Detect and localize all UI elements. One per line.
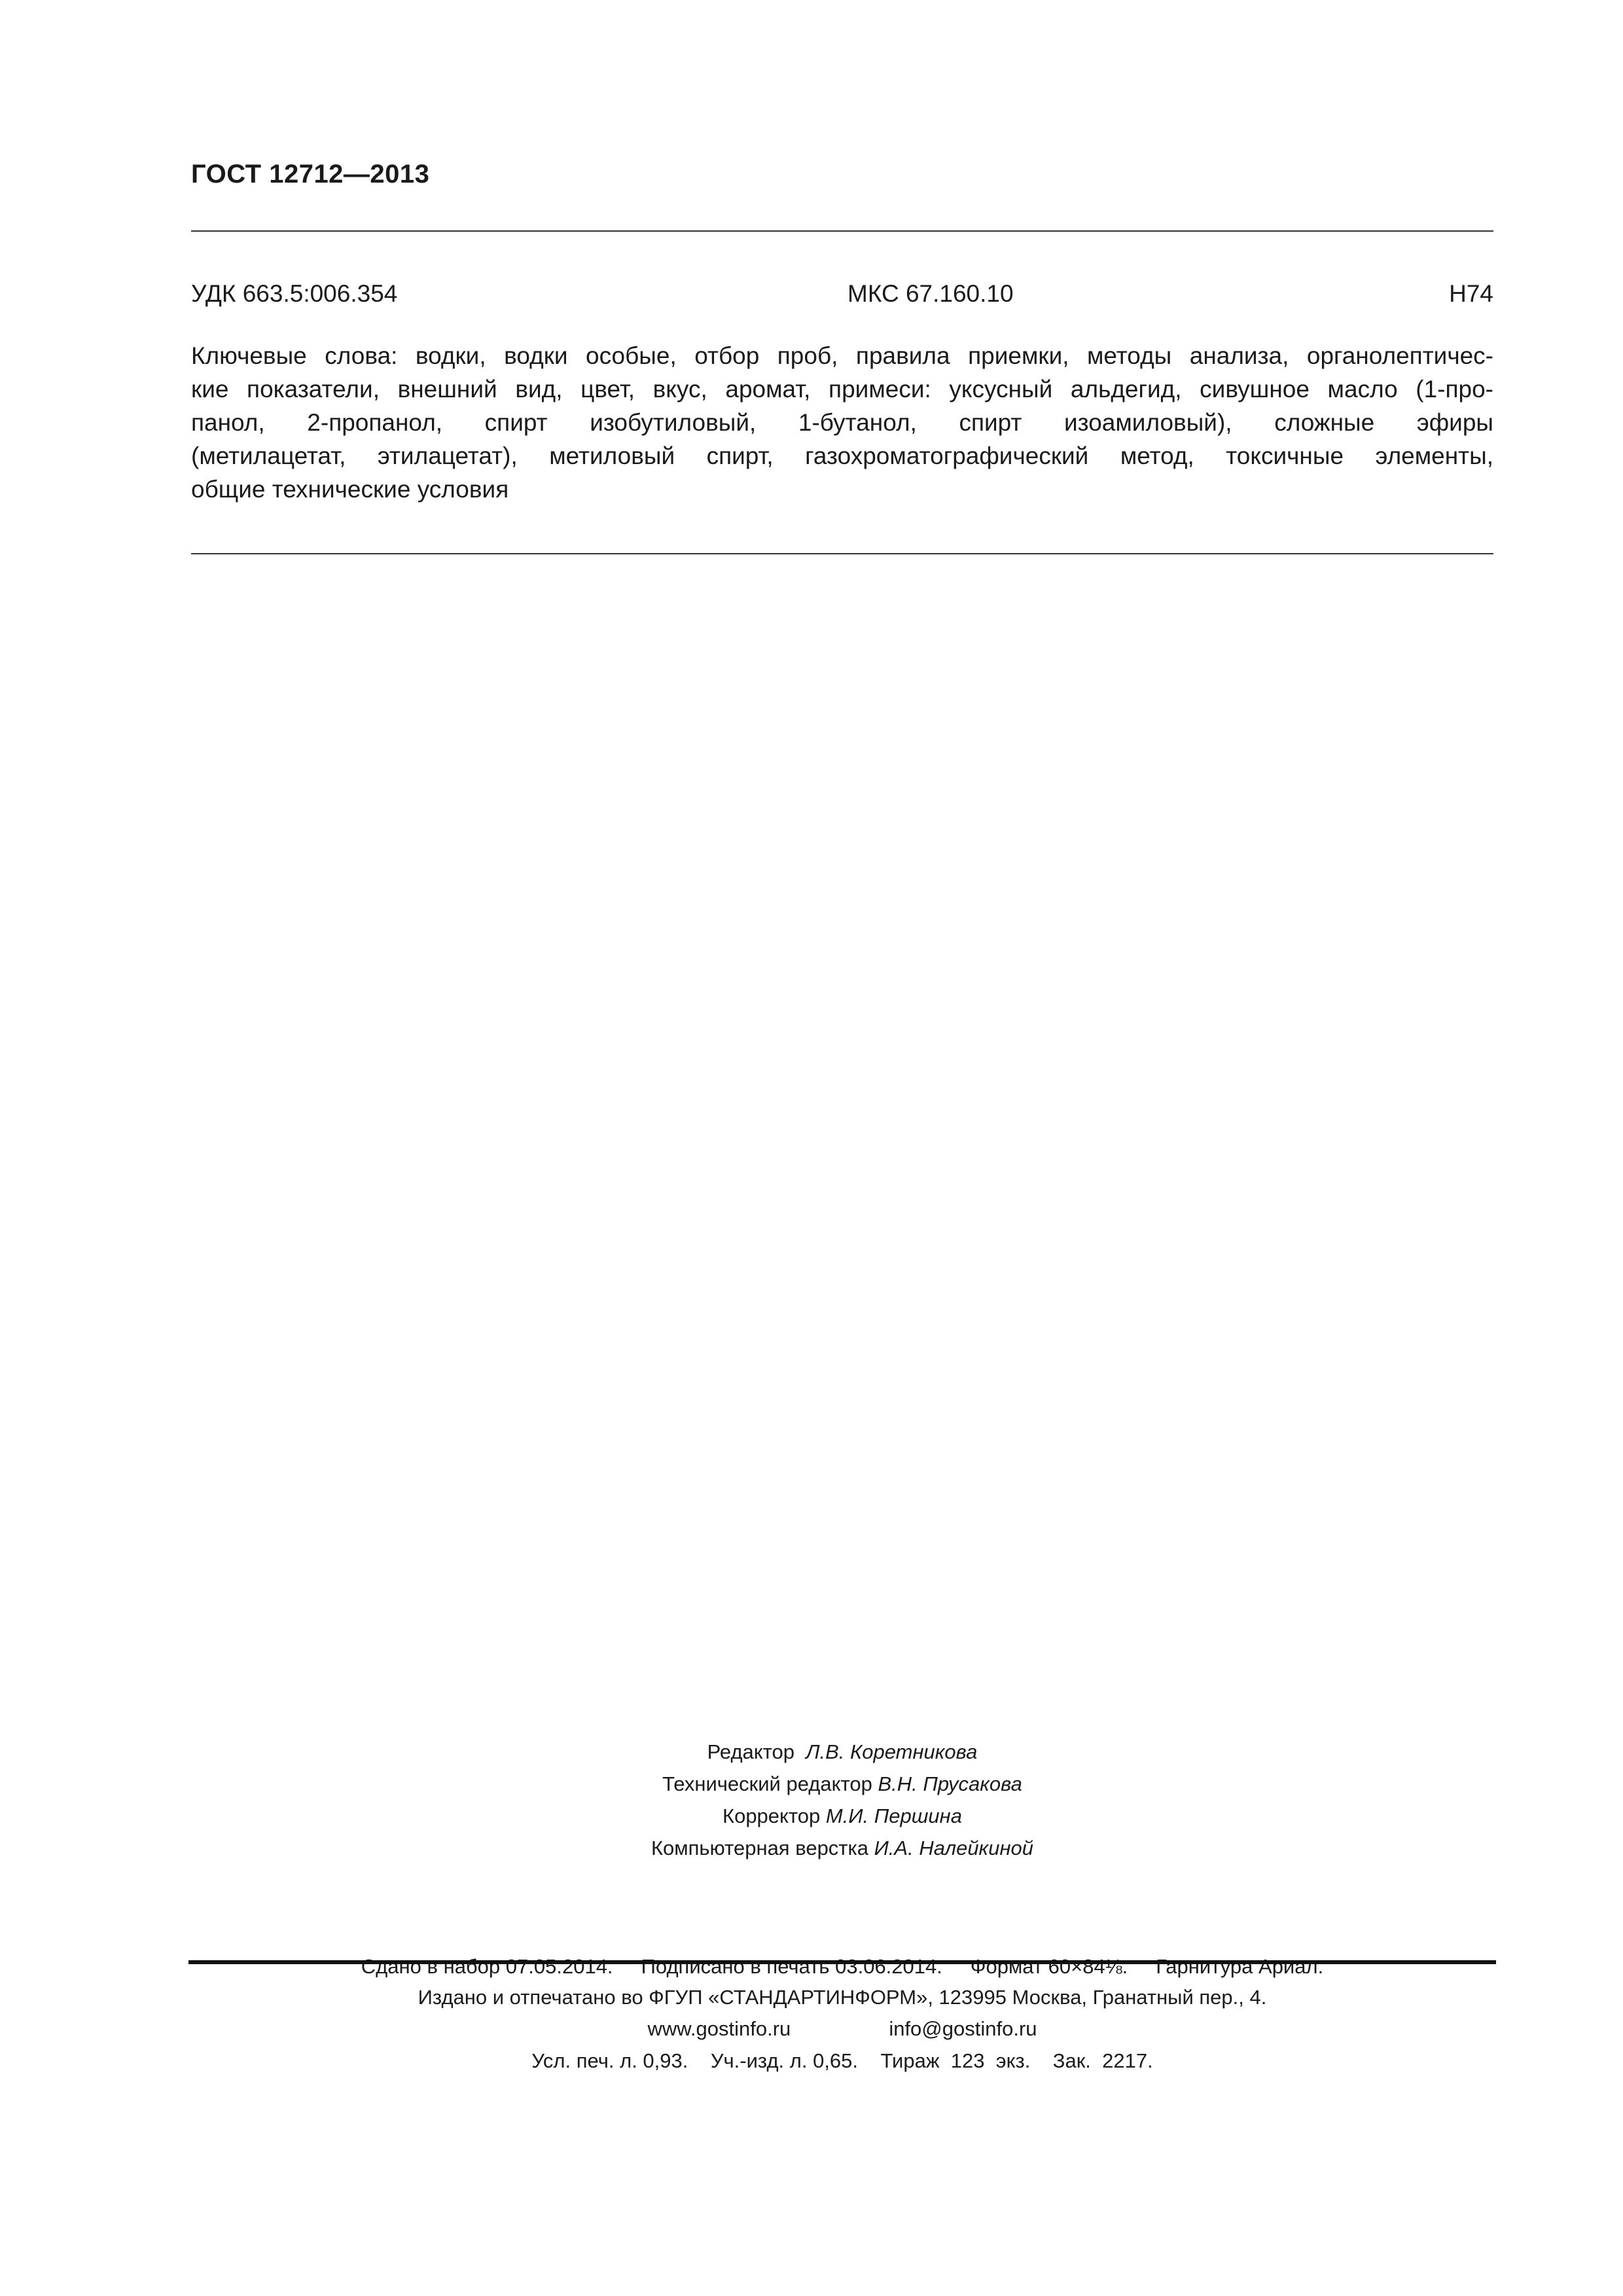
website-link[interactable]: www.gostinfo.ru [647,2017,791,2040]
publisher-links [190,2013,1495,2045]
keywords-line: кие показатели, внешний вид, цвет, вкус, аромат, примеси: уксусный альдегид, сивушное масло (1-про- [191,376,1493,403]
credit-name: И.А. Налейкиной [874,1837,1033,1859]
email-link[interactable]: info@gostinfo.ru [889,2017,1037,2040]
document-code: ГОСТ 12712—2013 [191,160,430,188]
imprint-divider [188,1960,1496,1964]
credit-role: Компьютерная верстка [651,1837,868,1859]
credit-editor [190,1736,1495,1768]
credits-block [190,1736,1495,1864]
credit-name: М.И. Першина [825,1804,962,1827]
credit-role: Корректор [722,1804,821,1827]
keywords-line: общие технические условия [191,476,509,503]
credit-layout [190,1832,1495,1864]
top-divider [191,230,1493,232]
credit-tech-editor [190,1768,1495,1800]
credit-corrector [190,1800,1495,1832]
keywords-line: Ключевые слова: водки, водки особые, отбор проб, правила приемки, методы анализа, органолептичес- [191,342,1493,369]
group-code: Н74 [1449,280,1493,307]
keywords-line: (метилацетат, этилацетат), метиловый спирт, газохроматографический метод, токсичные элементы, [191,442,1493,469]
keywords-divider [191,553,1493,554]
credit-role: Технический редактор [662,1772,872,1795]
publisher-line: Издано и отпечатано во ФГУП «СТАНДАРТИНФОРМ», 123995 Москва, Гранатный пер., 4. [418,1986,1267,2009]
credit-name: В.Н. Прусакова [878,1772,1022,1795]
mks-code: МКС 67.160.10 [847,280,1014,307]
print-info-line: Сдано в набор 07.05.2014. Подписано в печать 03.06.2014. Формат 60×84⅛. Гарнитура Ариал. [361,1955,1324,1978]
keywords-line: панол, 2-пропанол, спирт изобутиловый, 1-бутанол, спирт изоамиловый), сложные эфиры [191,409,1493,436]
print-info-line: Усл. печ. л. 0,93. Уч.-изд. л. 0,65. Тираж 123 экз. Зак. 2217. [531,2049,1153,2072]
keywords-block [191,339,1493,506]
udc-code: УДК 663.5:006.354 [191,280,398,307]
credit-role: Редактор [707,1740,795,1763]
credit-name: Л.В. Коретникова [806,1740,978,1763]
classification-row [191,280,1493,308]
